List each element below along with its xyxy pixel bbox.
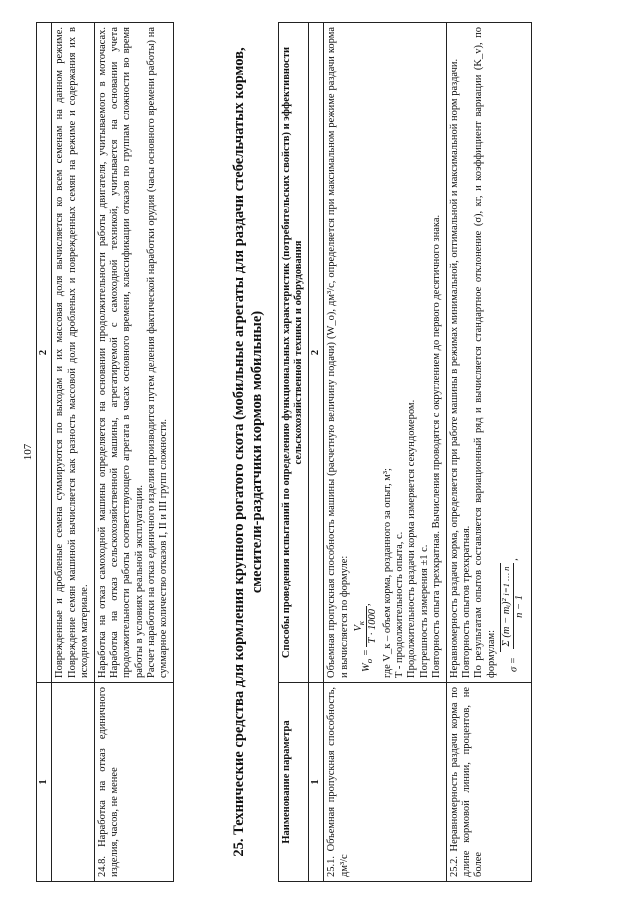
col-number-1: 1 xyxy=(308,683,323,882)
empty-cell xyxy=(52,683,94,882)
rotated-page xyxy=(20,22,620,882)
col-number-2: 2 xyxy=(308,23,323,683)
method-25-2 xyxy=(446,23,531,683)
table-header-row xyxy=(279,23,309,882)
table-prev-section xyxy=(36,22,174,882)
col-number-2: 2 xyxy=(37,23,52,683)
method-24-8-p2: Расчет наработки на отказ единичного изделия производится путем деления фактической наработки орудия (часы основного времени работы) на суммарное количество отказов I, II и III групп сложности. xyxy=(146,27,170,678)
sqrt-sign: Σ (m − mᵢ)² i=1 … n n − 1 xyxy=(500,563,527,652)
table-row xyxy=(94,23,173,882)
param-25-1: 25.1. Объемная пропускная способность, дм³/с xyxy=(324,683,446,882)
table-row xyxy=(308,23,323,882)
cell-prev-text: Поврежденные и дробленые семена суммируются по выходам и их массовая доля вычисляется ко всем семенам на данном режиме. Повреждение семян машиной вычисляется как разность массовой доли дробленых и поврежденных семян на режиме и содержания их в исходном материале. xyxy=(52,23,94,683)
method-25-2-p2: Повторность опытов трехкратная. xyxy=(460,525,472,678)
table-section-25 xyxy=(278,22,532,882)
param-24-8: 24.8. Наработка на отказ единичного изделия, часов, не менее xyxy=(94,683,173,882)
table-row xyxy=(37,23,52,882)
formula-wo: $W_o$ = $V_к$ T · 1000 , xyxy=(352,603,379,672)
error-line: Погрешность измерения ±1 с. xyxy=(418,544,430,678)
method-24-8-p1: Наработка на отказ самоходной машины определяется на основании продолжительности работы двигателя, учитываемого в моточасах. Наработка на отказ сельскохозяйственной машины, агрегатируемой с самоходной техникой, учитывается на основании учета продолжительности работы соответствующего агрегата в часах основного времени, классификации отказов по группам сложности во время работы в условиях реальной эксплуатации. xyxy=(96,27,145,678)
intro-25-1: Объемная пропускная способность машины (расчетную величину подачи) (W_o), дм³/с, определяется при максимальном режиме раздачи корма и вычисляется по формуле: xyxy=(326,27,350,678)
page-number: 107 xyxy=(22,443,34,461)
fraction: $V_к$ T · 1000 xyxy=(353,606,380,647)
method-25-2-p1: Неравномерность раздачи корма, определяется при работе машины в режимах минимальной, оптимальной и максимальной норм раздачи. xyxy=(448,58,460,678)
table-row xyxy=(52,23,94,882)
duration-line: Продолжительность раздачи корма измеряется секундомером. xyxy=(406,399,418,678)
method-25-1 xyxy=(324,23,446,683)
where-line: где V_к – объем корма, розданного за опыт, м³; xyxy=(381,468,393,678)
formula-sigma: σ = Σ (m − mᵢ)² i=1 … n n − 1 , xyxy=(501,558,526,672)
table-row xyxy=(446,23,531,882)
repeat-line: Повторность опыта трехкратная. Вычисления проводятся с округлением до первого десятичного знака. xyxy=(431,214,443,678)
method-24-8 xyxy=(94,23,173,683)
param-25-2: 25.2. Неравномерность раздачи корма по длине кормовой линии, процентов, не более xyxy=(446,683,531,882)
section-title: 25. Технические средства для кормления крупного рогатого скота (мобильные агрегаты для раздачи стебельчатых кормов, смесители-раздатчики кормов мобильные) xyxy=(231,47,266,857)
t-line: T - продолжительность опыта, с. xyxy=(394,531,406,678)
col-number-1: 1 xyxy=(37,683,52,882)
method-25-2-p3: По результатам опытов составляется вариационный ряд и вычисляется стандартное отклонение (σ), кг, и коэффициент вариации (K_v), по формулам: xyxy=(473,27,497,678)
table-row xyxy=(324,23,446,882)
header-param: Наименование параметра xyxy=(279,683,309,882)
header-method: Способы проведения испытаний по определению функциональных характеристик (потребительских свойств) и эффективности сельскохозяйственной техники и оборудования xyxy=(279,23,309,683)
